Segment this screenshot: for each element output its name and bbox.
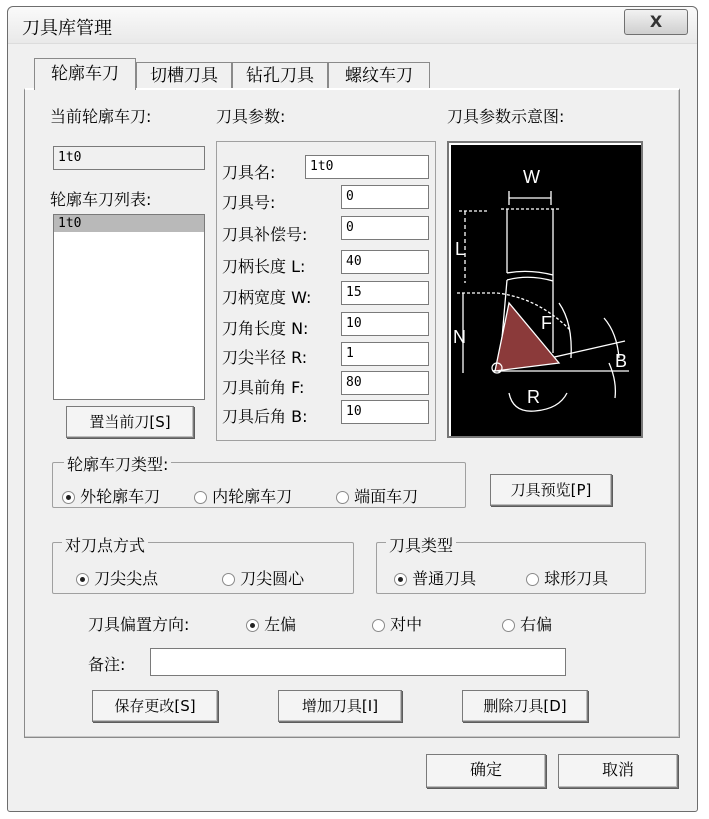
- radio-normal-tool-indicator[interactable]: [394, 573, 407, 586]
- cutter-type-group-label: 刀具类型: [386, 533, 456, 556]
- window-title: 刀具库管理: [22, 18, 112, 39]
- current-tool-label: 当前轮廓车刀:: [50, 107, 152, 126]
- tool-type-group-label: 轮廓车刀类型:: [64, 452, 171, 475]
- radio-inner-contour-indicator[interactable]: [194, 491, 207, 504]
- radio-ball-tool-label: 球形刀具: [544, 569, 609, 588]
- list-item[interactable]: 1t0: [54, 215, 204, 232]
- tool-name-input[interactable]: 1t0: [305, 155, 429, 179]
- remark-label: 备注:: [88, 655, 126, 674]
- tool-diagram: [447, 141, 643, 438]
- corner-length-input[interactable]: 10: [341, 312, 429, 336]
- radio-outer-contour-label: 外轮廓车刀: [80, 487, 161, 506]
- param-name-label: 刀具名:: [222, 163, 276, 182]
- radio-right-offset-label: 右偏: [520, 615, 553, 634]
- radio-tip-point[interactable]: [76, 566, 158, 589]
- handle-width-input[interactable]: 15: [341, 281, 429, 305]
- tab-drilling[interactable]: [232, 62, 328, 90]
- add-tool-button[interactable]: 增加刀具[I]: [278, 690, 402, 722]
- tab-label: 轮廓车刀: [51, 64, 119, 84]
- radio-ball-tool-indicator[interactable]: [526, 573, 539, 586]
- radio-face-indicator[interactable]: [336, 491, 349, 504]
- radio-inner-contour-label: 内轮廓车刀: [212, 487, 293, 506]
- radio-right-offset[interactable]: [502, 612, 552, 635]
- radio-outer-contour-indicator[interactable]: [62, 491, 75, 504]
- tab-contour-turning[interactable]: [34, 58, 136, 90]
- current-tool-field: 1t0: [53, 146, 205, 170]
- tab-label: 螺纹车刀: [345, 66, 413, 86]
- tool-diagram-svg: [449, 143, 641, 436]
- remark-input[interactable]: [150, 648, 566, 676]
- radio-left-offset[interactable]: [246, 612, 296, 635]
- tab-label: 切槽刀具: [150, 66, 218, 86]
- cancel-button[interactable]: 取消: [558, 754, 678, 788]
- save-changes-button[interactable]: 保存更改[S]: [92, 690, 218, 722]
- radio-center-offset-label: 对中: [390, 615, 423, 634]
- radio-tip-center-indicator[interactable]: [222, 573, 235, 586]
- param-offset-label: 刀具补偿号:: [222, 225, 308, 244]
- radio-face[interactable]: [336, 484, 418, 507]
- tab-threading[interactable]: [328, 62, 430, 90]
- diagram-letter-l: L: [455, 239, 466, 259]
- diagram-letter-b: B: [615, 351, 628, 371]
- radio-inner-contour[interactable]: [194, 484, 292, 507]
- radio-normal-tool-label: 普通刀具: [412, 569, 477, 588]
- radio-tip-center-label: 刀尖圆心: [240, 569, 305, 588]
- close-icon: X: [649, 12, 663, 31]
- offset-number-input[interactable]: 0: [341, 216, 429, 240]
- ok-button[interactable]: 确定: [426, 754, 546, 788]
- radio-tip-point-indicator[interactable]: [76, 573, 89, 586]
- tool-preview-button[interactable]: 刀具预览[P]: [490, 474, 612, 506]
- title-bar: [8, 7, 697, 44]
- tab-label: 钻孔刀具: [246, 66, 314, 86]
- handle-length-input[interactable]: 40: [341, 250, 429, 274]
- back-angle-input[interactable]: 10: [341, 400, 429, 424]
- radio-left-offset-indicator[interactable]: [246, 619, 259, 632]
- param-tip-radius-label: 刀尖半径 R:: [222, 348, 308, 367]
- tool-listbox[interactable]: [53, 214, 205, 400]
- param-front-angle-label: 刀具前角 F:: [222, 378, 305, 397]
- diagram-letter-f: F: [541, 313, 552, 333]
- diagram-letter-n: N: [453, 327, 466, 347]
- param-corner-length-label: 刀角长度 N:: [222, 319, 309, 338]
- param-number-label: 刀具号:: [222, 193, 276, 212]
- param-back-angle-label: 刀具后角 B:: [222, 407, 308, 426]
- radio-tip-center[interactable]: [222, 566, 304, 589]
- diagram-letter-w: W: [523, 167, 540, 187]
- close-button[interactable]: [624, 9, 688, 35]
- radio-face-label: 端面车刀: [354, 487, 419, 506]
- radio-outer-contour[interactable]: [62, 484, 160, 507]
- params-section-label: 刀具参数:: [216, 107, 286, 126]
- tip-radius-input[interactable]: 1: [341, 342, 429, 366]
- tool-list-label: 轮廓车刀列表:: [50, 190, 152, 209]
- radio-right-offset-indicator[interactable]: [502, 619, 515, 632]
- set-current-tool-button[interactable]: 置当前刀[S]: [66, 406, 194, 438]
- diagram-letter-r: R: [527, 387, 540, 407]
- radio-ball-tool[interactable]: [526, 566, 608, 589]
- radio-center-offset-indicator[interactable]: [372, 619, 385, 632]
- radio-left-offset-label: 左偏: [264, 615, 297, 634]
- tool-number-input[interactable]: 0: [341, 185, 429, 209]
- param-handle-length-label: 刀柄长度 L:: [222, 257, 306, 276]
- offset-direction-label: 刀具偏置方向:: [88, 615, 190, 634]
- radio-normal-tool[interactable]: [394, 566, 476, 589]
- tab-grooving[interactable]: [136, 62, 232, 90]
- delete-tool-button[interactable]: 删除刀具[D]: [462, 690, 588, 722]
- diagram-label: 刀具参数示意图:: [447, 107, 565, 126]
- radio-center-offset[interactable]: [372, 612, 422, 635]
- front-angle-input[interactable]: 80: [341, 371, 429, 395]
- radio-tip-point-label: 刀尖尖点: [94, 569, 159, 588]
- param-handle-width-label: 刀柄宽度 W:: [222, 288, 312, 307]
- tool-point-group-label: 对刀点方式: [62, 533, 148, 556]
